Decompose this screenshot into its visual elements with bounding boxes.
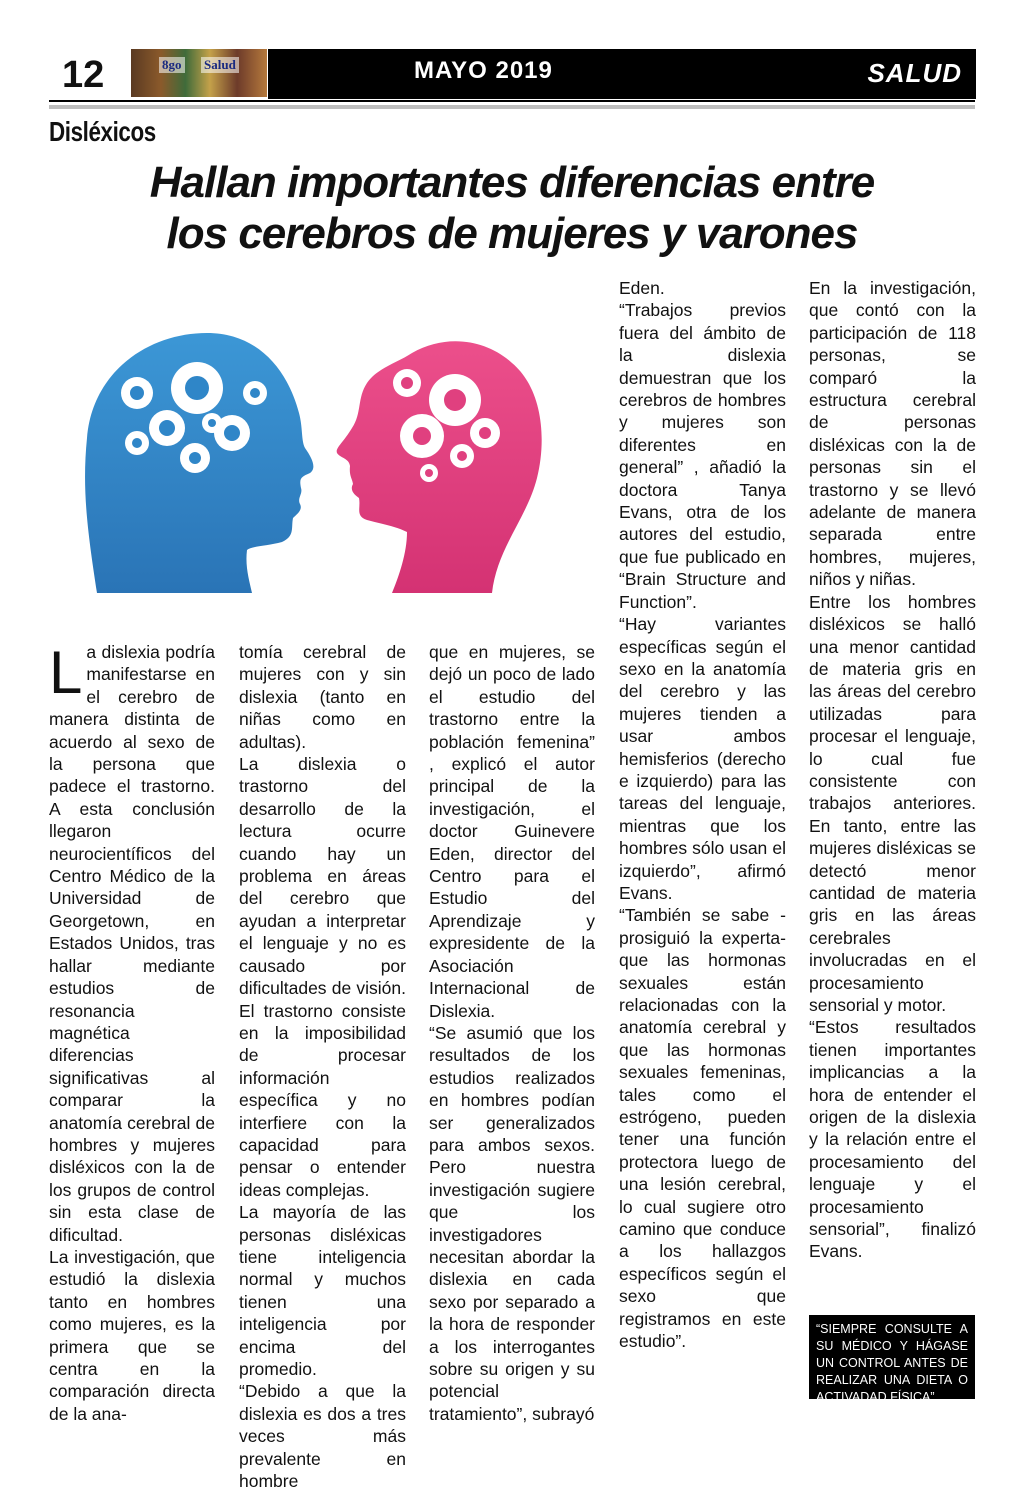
article-title-line-2: los cerebros de mujeres y varones [166,209,858,258]
article-column-2 [239,641,406,1492]
female-head-flowers-icon [337,341,542,593]
male-head-gears-icon [85,333,313,593]
article-paragraph [49,641,215,1246]
section-name: SALUD [867,58,962,88]
header-bar [268,49,976,99]
magazine-logo [131,49,267,97]
article-paragraph: “Se asumió que los resultados de los estudios realizados en hombres podían ser generalizados para ambos sexos. Pero nuestra investigación sugiere que los investigadores necesitan abordar la dislexia en cada sexo por separado a la hora de responder a los interrogantes sobre su origen y su potencial tratamiento”, subrayó [429,1022,595,1424]
article-paragraph: Eden. [619,278,665,298]
article-paragraph: “Debido a que la dislexia es dos a tres veces más prevalente en hombre [239,1381,406,1492]
article-paragraph: Entre los hombres disléxicos se halló una menor cantidad de materia gris en las áreas del cerebro utilizadas para procesar el lenguaje, lo cual fue consistente con trabajos anteriores. En tanto, entre las mujeres disléxicas se detectó menor cantidad de materia gris en las áreas cerebrales involucradas en el procesamiento sensorial y motor. [809,591,976,1015]
article-column-1 [49,641,215,1425]
article-paragraph: “También se sabe -prosiguió la experta- que las hormonas sexuales están relacionadas con la anatomía cerebral y que las hormonas sexuales femeninas, tales como el estrógeno, pueden tener una función protectora luego de una lesión cerebral, lo cual sugiere otro camino que conduce a los hallazgos específicos según el sexo que registramos en este estudio”. [619,905,786,1352]
header-rule-gray [49,105,975,109]
article-paragraph: “Estos resultados tienen importantes implicancias a la hora de entender el origen de la dislexia y la relación entre el procesamiento del lenguaje y el procesamiento sensorial”, finalizó Evans. [809,1017,976,1262]
page-number: 12 [62,54,105,96]
heads-illustration [77,328,567,598]
drop-cap: L [49,639,83,706]
article-kicker: Disléxicos [49,116,156,147]
health-tip-box: “SIEMPRE CONSULTE A SU MÉDICO Y HÁGASE UN CONTROL ANTES DE REALIZAR UNA DIETA O ACTIVADAD FÍSICA” [809,1315,975,1399]
article-paragraph: La investigación, que estudió la dislexia tanto en hombres como mujeres, es la primera que se centra en la comparación directa de la ana- [49,1246,215,1424]
article-paragraph: La dislexia o trastorno del desarrollo de la lectura ocurre cuando hay un problema en áreas del cerebro que ayudan a interpretar el lenguaje y no es causado por dificultades de visión. El trastorno consiste en la imposibilidad de procesar información específica y no interfiere con la capacidad para pensar o entender ideas complejas. [239,754,406,1200]
logo-text-2: Salud [201,57,239,73]
article-paragraph: que en mujeres, se dejó un poco de lado el estudio del trastorno entre la población femenina” , explicó el autor principal de la investigación, el doctor Guinevere Eden, director del Centro para el Estudio del Aprendizaje y expresidente de la Asociación Internacional de Dislexia. [429,642,595,1021]
article-paragraph: “Trabajos previos fuera del ámbito de la dislexia demuestran que los cerebros de hombres y mujeres son diferentes en general” , añadió la doctora Tanya Evans, otra de los autores del estudio, que fue publicado en “Brain Structure and Function”. [619,300,786,612]
article-title-line-1: Hallan importantes diferencias entre [149,158,875,207]
logo-text-1: 8go [159,57,185,73]
article-paragraph: La mayoría de las personas disléxicas tiene inteligencia normal y muchos tienen una inteligencia por encima del promedio. [239,1202,406,1379]
article-column-4 [619,277,786,1353]
article-paragraph: “Hay variantes específicas según el sexo en la anatomía del cerebro y las mujeres tienden a usar ambos hemisferios (derecho e izquierdo) para las tareas del lenguaje, mientras que los hombres sólo usan el izquierdo”, afirmó Evans. [619,614,786,903]
issue-date: MAYO 2019 [414,57,553,84]
article-column-5 [809,277,976,1263]
article-paragraph: En la investigación, que contó con la participación de 118 personas, se comparó la estructura cerebral de personas disléxicas con la de personas sin el trastorno y se llevó adelante de manera separada entre hombres, mujeres, niños y niñas. [809,278,976,590]
header-rule [49,100,975,102]
paragraph-text: a dislexia podría manifestarse en el cerebro de manera distinta de acuerdo al sexo de la persona que padece el trastorno. A esta conclusión llegaron neurocientíficos del Centro Médico de la Universidad de Georgetown, en Estados Unidos, tras hallar mediante estudios de resonancia magnética diferencias significativas al comparar la anatomía cerebral de hombres y mujeres disléxicos con la de los grupos de control sin esta clase de dificultad. [49,642,215,1245]
article-column-3 [429,641,595,1425]
article-paragraph: tomía cerebral de mujeres con y sin dislexia (tanto en niñas como en adultas). [239,642,406,752]
